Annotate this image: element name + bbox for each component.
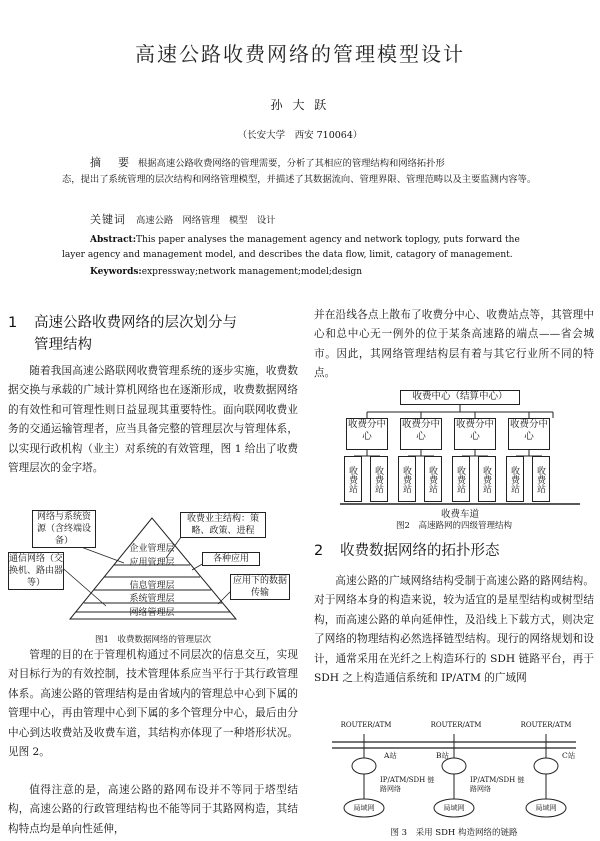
figure1-caption: 图1 收费数据网络的管理层次 — [95, 635, 211, 645]
paper-title: 高速公路收费网络的管理模型设计 — [135, 42, 465, 66]
callout-network-resources: 网络与系统资源（含终端设备） — [32, 510, 96, 548]
abstract-en-label: Abstract: — [90, 235, 137, 245]
keywords-text: 高速公路 网络管理 模型 设计 — [136, 215, 276, 226]
layer-application: 应用管理层 — [129, 558, 175, 568]
figure2 — [340, 386, 580, 520]
layer-system: 系统管理层 — [129, 594, 175, 604]
sub-center-box: 收费分中心 — [454, 418, 496, 450]
abstract-en-text: This paper analyses the management agency and network toplogy, puts forward the layer agency and management model, and describes the data flow, limit, catagory of management. — [62, 235, 520, 260]
section1-title-line2: 管理结构 — [34, 337, 92, 353]
sub-center-box: 收费分中心 — [346, 418, 388, 450]
station-box: 收费站 — [398, 456, 416, 502]
abstract-label: 摘 要 — [90, 156, 132, 169]
figure3-caption: 图 3 采用 SDH 构造网络的链路 — [390, 828, 518, 838]
callout-applications: 各种应用 — [202, 552, 260, 566]
figure3 — [324, 720, 584, 820]
callout-toll-owner: 收费业主结构：策略、政策、进程 — [180, 512, 266, 538]
section2-number: 2 — [314, 543, 324, 559]
keywords-label: 关键词 — [90, 213, 126, 226]
callout-data-transfer: 应用下的数据传输 — [230, 574, 290, 600]
layer-network: 网络管理层 — [129, 608, 175, 618]
layer-information: 信息管理层 — [129, 581, 175, 591]
router-b: ROUTER/ATM — [430, 721, 482, 729]
abstract — [62, 155, 540, 187]
section2-heading — [314, 540, 594, 562]
abstract-line1: 根据高速公路收费网络的管理需要，分析了其相应的管理结构和网络拓扑形 — [138, 158, 445, 169]
node-a: A站 — [384, 751, 397, 760]
affiliation: （长安大学 西安 710064） — [237, 130, 363, 141]
figure1 — [6, 508, 296, 628]
paragraph-2: 管理的目的在于管理机构通过不同层次的信息交互，实现对目标行为的有效控制，技术管理体系应当平行于其行政管理体系。高速公路的管理结构是由省域内的管理总中心到下属的管理中心，再由管理中心到下属的多个管理分中心，最后由分中心到达收费站及收费车道，其结构亦体现了一种塔形状况。见图 2。 — [8, 649, 298, 759]
link-label-1: IP/ATM/SDH 链路网络 — [380, 776, 435, 793]
paragraph-3: 值得注意的是，高速公路的路网布设并不等同于塔型结构，高速公路的行政管理结构也不能等同于其路网构造，其结构特点均是单向性延伸， — [8, 784, 298, 835]
sub-center-box: 收费分中心 — [400, 418, 442, 450]
keywords-en-text: expressway;network management;model;design — [141, 267, 363, 277]
router-c: ROUTER/ATM — [520, 721, 572, 729]
lan-b: 局域网 — [443, 804, 465, 812]
paragraph-4: 并在沿线各点上散布了收费分中心、收费站点等，其管理中心和总中心无一例外的位于某条高速路的端点——省会城市。因此，其网络管理结构层有着与其它行业所不同的特点。 — [314, 309, 594, 380]
section1-number: 1 — [8, 315, 18, 331]
keywords-en-label: Keywords: — [90, 267, 142, 277]
figure2-caption: 图2 高速路网的四级管理结构 — [396, 521, 512, 531]
link-label-2: IP/ATM/SDH 链路网络 — [470, 776, 525, 793]
callout-comm-network: 通信网络（交换机、路由器等） — [9, 554, 64, 588]
station-box: 收费站 — [344, 456, 362, 502]
lan-c: 局域网 — [535, 804, 557, 812]
lane-label: 收费车道 — [440, 509, 479, 520]
author: 孙 大 跃 — [270, 98, 330, 112]
station-box: 收费站 — [452, 456, 470, 502]
station-box: 收费站 — [532, 456, 550, 502]
station-box: 收费站 — [424, 456, 442, 502]
paragraph-1: 随着我国高速公路联网收费管理系统的逐步实施，收费数据交换与承载的广域计算机网络也在逐渐形成，收费数据网络的有效性和可管理性则日益显现其重要特性。面向联网收费业务的交通运输管理者，应当具备完整的管理层次与管理体系，以实现行政机构（业主）对系统的有效管理，图 1 给出了收费管理层次的金字塔。 — [8, 365, 298, 475]
station-box: 收费站 — [506, 456, 524, 502]
paragraph-5: 高速公路的广域网络结构受制于高速公路的路网结构。对于网络本身的构造来说，较为适宜的是星型结构或树型结构，而高速公路的单向延伸性，及沿线上下载方式，则决定了网络的物理结构必然选择链型结构。现行的网络规划和设计，通常采用在光纤之上构造环行的 SDH 链路平台，再于 SDH 之上构造通信系统和 IP/ATM 的广域网 — [314, 575, 594, 685]
node-b: B站 — [436, 751, 450, 760]
toll-center-box: 收费中心（结算中心） — [400, 390, 520, 405]
sub-center-box: 收费分中心 — [508, 418, 550, 450]
router-a: ROUTER/ATM — [340, 721, 392, 729]
keywords — [62, 212, 540, 229]
section1-title-line1: 高速公路收费网络的层次划分与 — [34, 315, 237, 331]
station-box: 收费站 — [370, 456, 388, 502]
keywords-en — [62, 265, 540, 280]
station-box: 收费站 — [478, 456, 496, 502]
abstract-en — [62, 233, 540, 263]
node-c: C站 — [562, 751, 576, 760]
section2-title: 收费数据网络的拓扑形态 — [340, 543, 500, 559]
abstract-text: 态，提出了系统管理的层次结构和网络管理模型，并描述了其数据流向、管理界限、管理范畴以及主要监测内容等。 — [62, 173, 537, 185]
lan-a: 局域网 — [353, 804, 375, 812]
layer-enterprise: 企业管理层 — [129, 544, 175, 554]
section1-heading — [8, 312, 298, 356]
